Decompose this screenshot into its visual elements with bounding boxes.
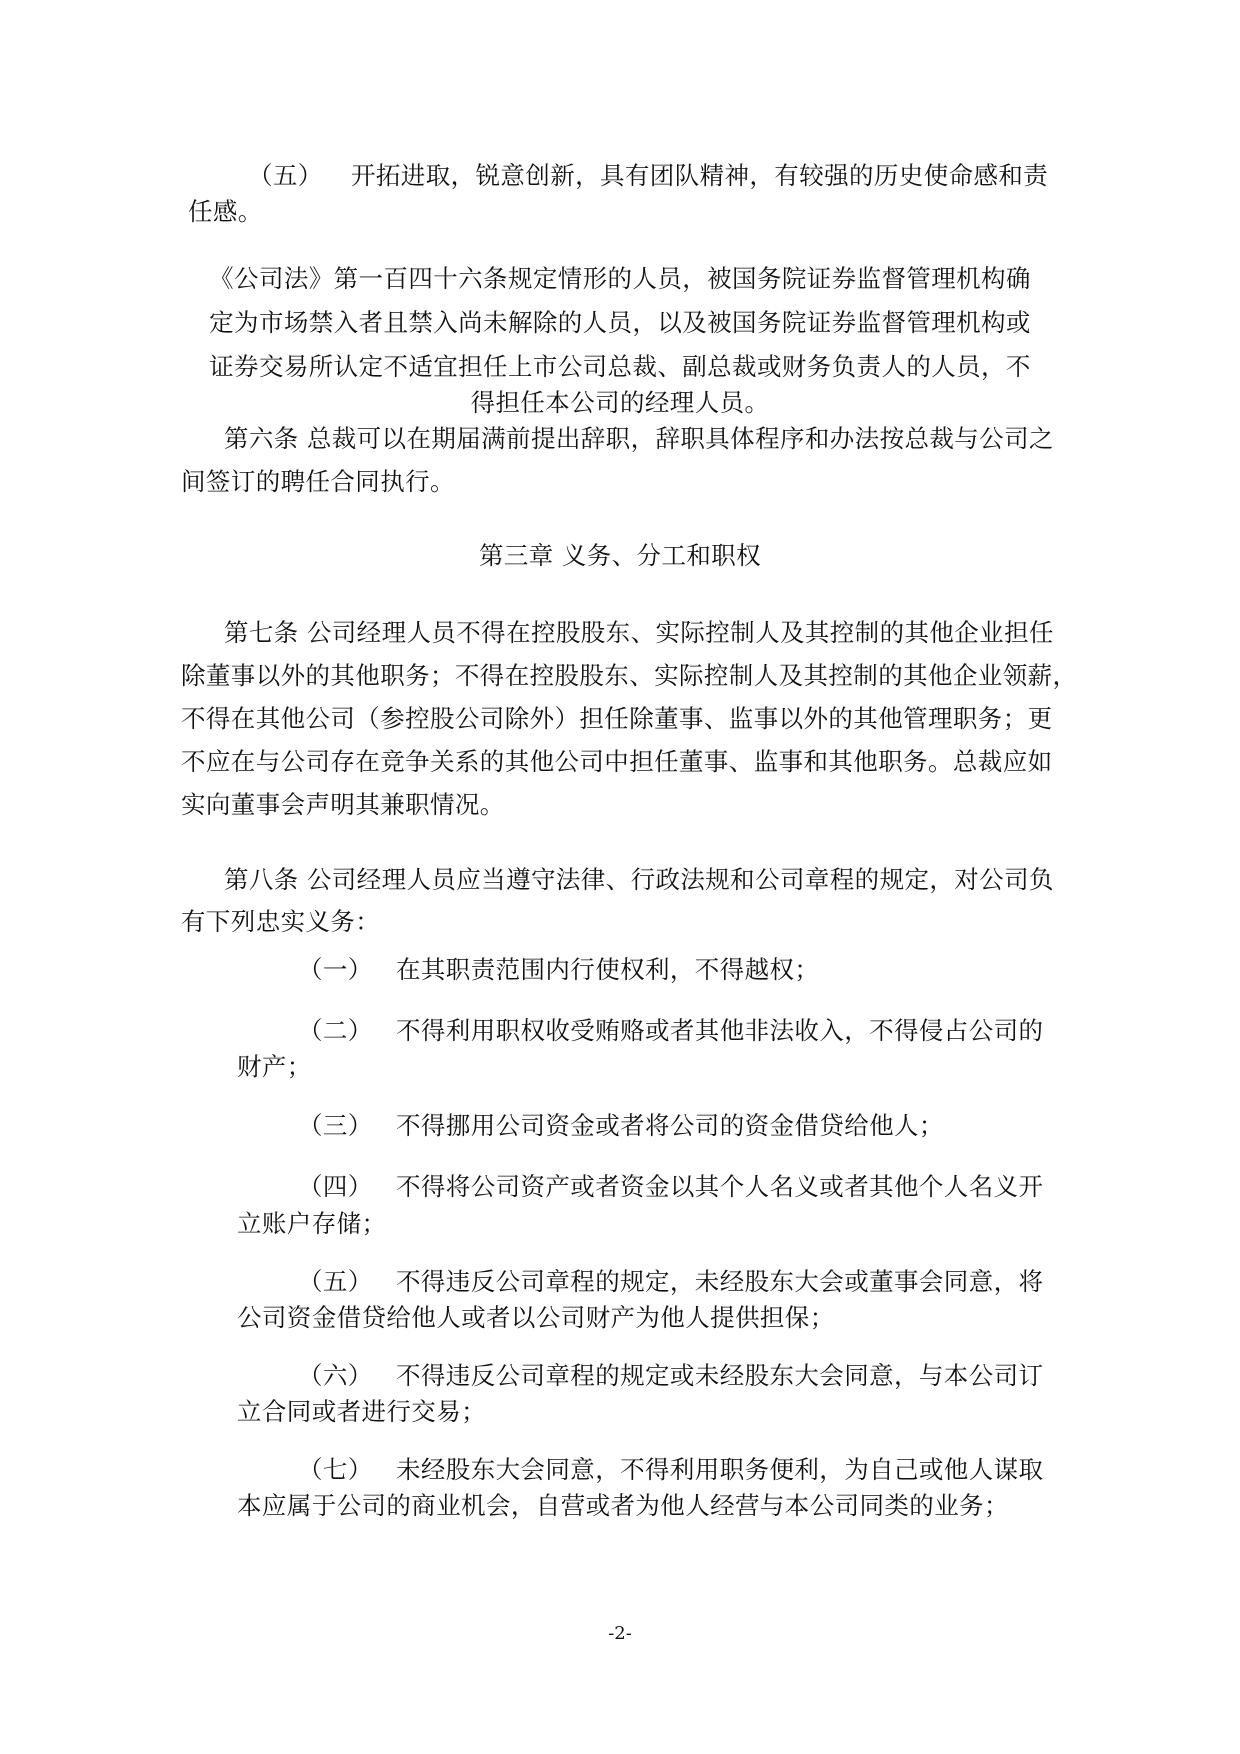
article-7-line-3: 不得在其他公司（参控股公司除外）担任除董事、监事以外的其他管理职务；更 [181, 704, 1053, 733]
duty-item-3 [298, 1105, 944, 1147]
duty-item-1 [298, 949, 819, 991]
item-5-prev [248, 155, 1048, 197]
duty-label: （一） [298, 955, 373, 984]
duty-text: 在其职责范围内行使权利，不得越权； [396, 955, 820, 984]
duty-item-6-continuation: 立合同或者进行交易； [237, 1397, 486, 1426]
article-7-line-2: 除董事以外的其他职务；不得在控股股东、实际控制人及其控制的其他企业领薪， [181, 661, 1078, 690]
duty-text: 未经股东大会同意，不得利用职务便利，为自己或他人谋取 [396, 1455, 1044, 1484]
duty-item-5-continuation: 公司资金借贷给他人或者以公司财产为他人提供担保； [237, 1303, 835, 1332]
disqualification-line-1: 《公司法》第一百四十六条规定情形的人员，被国务院证券监督管理机构确 [209, 264, 1031, 293]
article-6-line-2: 间签订的聘任合同执行。 [181, 467, 455, 496]
duty-label: （七） [298, 1455, 373, 1484]
duty-item-4 [298, 1166, 1043, 1208]
duty-item-2-continuation: 财产； [237, 1052, 312, 1081]
duty-item-4-continuation: 立账户存储； [237, 1209, 387, 1238]
article-7-line-5: 实向董事会声明其兼职情况。 [181, 790, 505, 819]
duty-text: 不得违反公司章程的规定或未经股东大会同意，与本公司订 [396, 1361, 1044, 1390]
item-text: 开拓进取，锐意创新，具有团队精神，有较强的历史使命感和责 [351, 161, 1049, 190]
disqualification-line-3: 证券交易所认定不适宜担任上市公司总裁、副总裁或财务负责人的人员，不 [209, 352, 1031, 381]
duty-label: （五） [298, 1267, 373, 1296]
item-label: （五） [248, 161, 323, 190]
duty-item-7-continuation: 本应属于公司的商业机会，自营或者为他人经营与本公司同类的业务； [237, 1491, 1009, 1520]
page-number: -2- [608, 1623, 632, 1644]
duty-text: 不得将公司资产或者资金以其个人名义或者其他个人名义开 [396, 1172, 1044, 1201]
disqualification-line-2: 定为市场禁入者且禁入尚未解除的人员，以及被国务院证券监督管理机构或 [209, 308, 1031, 337]
duty-label: （三） [298, 1111, 373, 1140]
article-7-line-4: 不应在与公司存在竞争关系的其他公司中担任董事、监事和其他职务。总裁应如 [181, 747, 1053, 776]
duty-text: 不得挪用公司资金或者将公司的资金借贷给他人； [396, 1111, 944, 1140]
duty-label: （六） [298, 1361, 373, 1390]
article-6-line-1: 第六条 总裁可以在期届满前提出辞职，辞职具体程序和办法按总裁与公司之 [224, 424, 1054, 453]
article-8-line-2: 有下列忠实义务： [181, 907, 381, 936]
article-7-line-1: 第七条 公司经理人员不得在控股股东、实际控制人及其控制的其他企业担任 [224, 618, 1054, 647]
duty-item-2 [298, 1010, 1043, 1052]
item-5-prev-continuation: 任感。 [188, 197, 263, 226]
duty-text: 不得违反公司章程的规定，未经股东大会或董事会同意，将 [396, 1267, 1044, 1296]
duty-label: （四） [298, 1172, 373, 1201]
article-8-line-1: 第八条 公司经理人员应当遵守法律、行政法规和公司章程的规定，对公司负 [224, 865, 1054, 894]
duty-text: 不得利用职权收受贿赂或者其他非法收入，不得侵占公司的 [396, 1016, 1044, 1045]
disqualification-line-4: 得担任本公司的经理人员。 [470, 388, 770, 417]
chapter-heading: 第三章 义务、分工和职权 [478, 541, 762, 570]
duty-label: （二） [298, 1016, 373, 1045]
